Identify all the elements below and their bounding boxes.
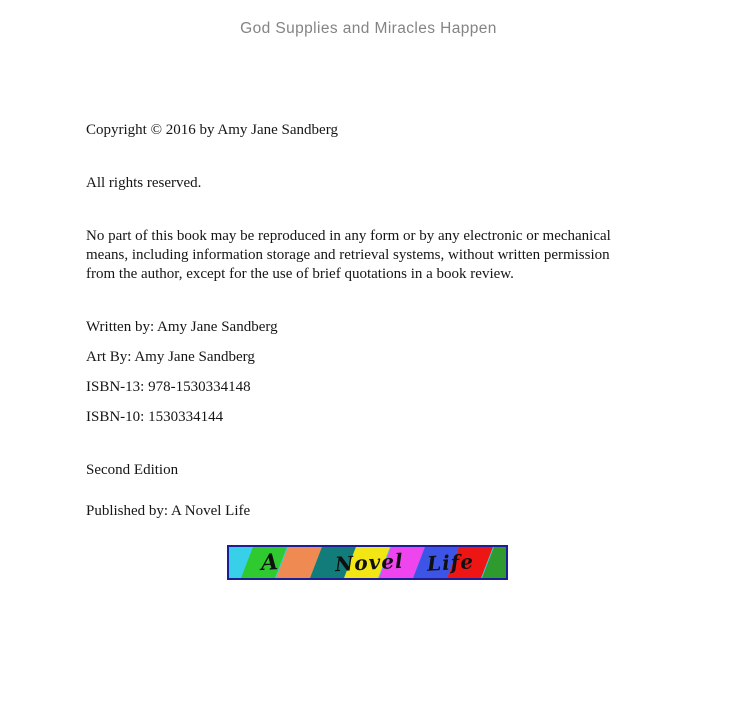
- permission-paragraph-line-3: from the author, except for the use of brief quotations in a book review.: [86, 266, 514, 282]
- publisher-logo-banner: [227, 545, 508, 580]
- written-by-line: Written by: Amy Jane Sandberg: [86, 319, 278, 335]
- art-by-line: Art By: Amy Jane Sandberg: [86, 349, 255, 365]
- permission-paragraph-line-2: means, including information storage and retrieval systems, without written permission: [86, 247, 610, 263]
- copyright-line: Copyright © 2016 by Amy Jane Sandberg: [86, 122, 338, 138]
- published-by-line: Published by: A Novel Life: [86, 503, 251, 519]
- logo-word-novel: Novel: [334, 548, 405, 576]
- isbn13-line: ISBN-13: 978-1530334148: [86, 379, 251, 395]
- edition-line: Second Edition: [86, 462, 179, 478]
- rights-reserved-line: All rights reserved.: [86, 175, 202, 191]
- logo-word-a: A: [260, 548, 280, 576]
- permission-paragraph: [86, 227, 611, 284]
- page-header-title: God Supplies and Miracles Happen: [240, 20, 497, 37]
- isbn10-line: ISBN-10: 1530334144: [86, 409, 224, 425]
- permission-paragraph-line-1: No part of this book may be reproduced in any form or by any electronic or mechanical: [86, 228, 611, 244]
- logo-word-life: Life: [426, 548, 475, 576]
- logo-text: [229, 547, 506, 578]
